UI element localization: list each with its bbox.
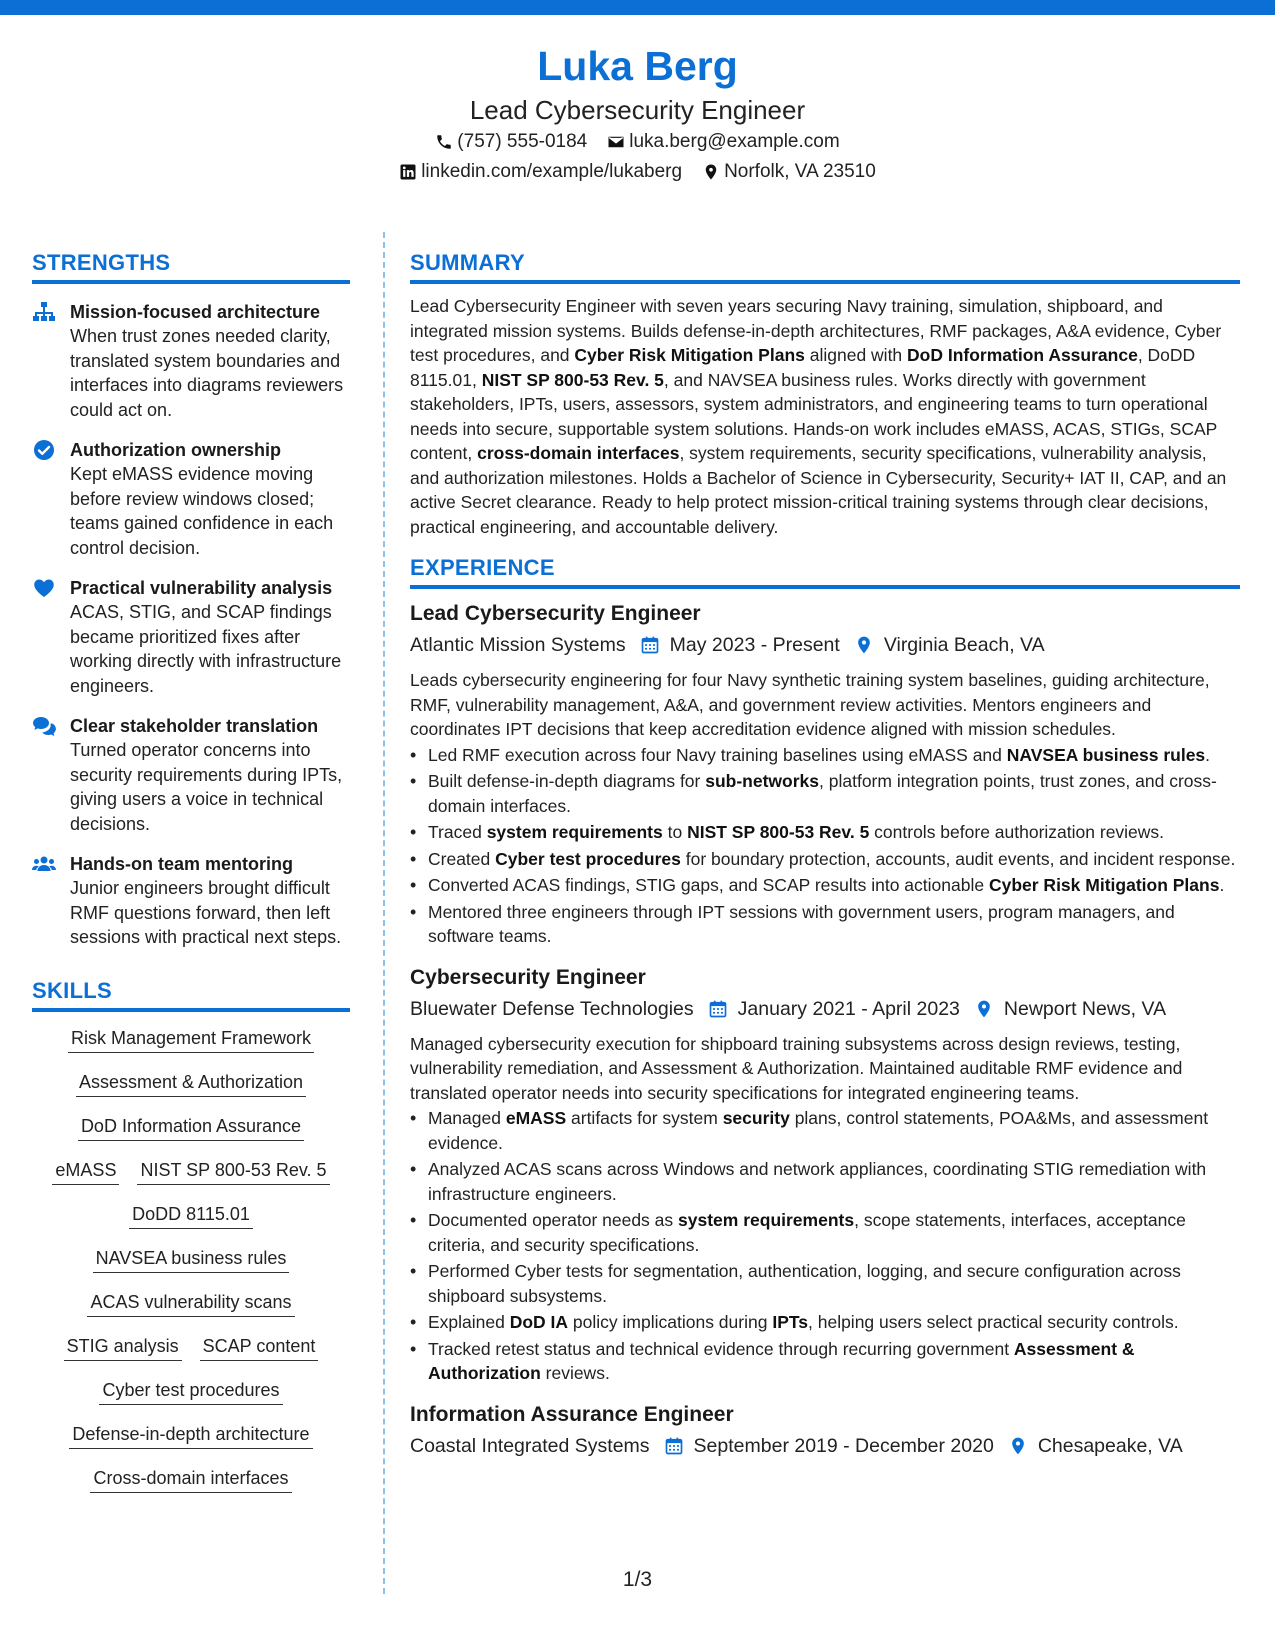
job-location: Virginia Beach, VA: [883, 634, 1045, 656]
job-meta: [410, 630, 1240, 660]
heart-icon: [32, 576, 56, 600]
job-company: Atlantic Mission Systems: [410, 634, 626, 656]
bullet-item: • Created Cyber test procedures for boundary protection, accounts, audit events, and incident response.: [410, 847, 1240, 872]
skill-tag: ACAS vulnerability scans: [87, 1290, 294, 1317]
sitemap-icon: [32, 300, 56, 324]
skill-tag: Assessment & Authorization: [76, 1070, 306, 1097]
contact-row-2: [0, 157, 1275, 187]
emphasis-text: DoD Information Assurance: [907, 345, 1138, 365]
linkedin-contact[interactable]: [399, 157, 682, 187]
skill-tag: DoD Information Assurance: [78, 1114, 304, 1141]
job-dates: September 2019 - December 2020: [693, 1434, 994, 1457]
bullet-item: • Analyzed ACAS scans across Windows and network appliances, coordinating STIG remediation with infrastructure engineers.: [410, 1157, 1240, 1206]
map-pin-icon: [1008, 1436, 1028, 1456]
skill-tag: NAVSEA business rules: [93, 1246, 290, 1273]
skill-row: [129, 1202, 253, 1229]
contact-row-1: [0, 127, 1275, 157]
strength-title: Clear stakeholder translation: [70, 716, 319, 736]
linkedin-icon: [399, 163, 417, 181]
skill-row: [93, 1246, 290, 1273]
strength-desc: Kept eMASS evidence moving before review windows closed; teams gained confidence in each control decision.: [70, 464, 334, 558]
job-dates: January 2021 - April 2023: [737, 997, 960, 1020]
page-number: 1/3: [622, 1568, 653, 1591]
job-entry: [410, 963, 1240, 1386]
job-description: Managed cybersecurity execution for shipboard training subsystems across design reviews, testing, vulnerability remediation, and Assessment & Authorization. Maintained auditable RMF evidence and translated operator needs into security specifications for integrated engineering teams.: [410, 1033, 1183, 1103]
bullet-item: • Managed eMASS artifacts for system security plans, control statements, POA&Ms, and assessment evidence.: [410, 1106, 1240, 1155]
job-description: Leads cybersecurity engineering for four Navy synthetic training system baselines, guiding architecture, RMF, vulnerability management, A&A, and government review activities. Mentors engineers and coordinates IPT decisions that keep accreditation evidence aligned with mission schedules.: [410, 670, 1210, 739]
skill-row: [69, 1422, 312, 1449]
emphasis-text: Cyber test procedures: [495, 848, 681, 869]
strength-item: [32, 300, 350, 422]
email-contact[interactable]: [607, 127, 839, 157]
bullet-item: • Converted ACAS findings, STIG gaps, and SCAP results into actionable Cyber Risk Mitigation Plans.: [410, 873, 1240, 898]
job-dates: May 2023 - Present: [669, 634, 840, 656]
envelope-icon: [607, 133, 625, 151]
emphasis-text: NIST SP 800-53 Rev. 5: [481, 369, 664, 390]
calendar-icon: [664, 1436, 684, 1456]
emphasis-text: NIST SP 800-53 Rev. 5: [687, 822, 870, 842]
skill-row: [68, 1026, 314, 1053]
strength-title: Mission-focused architecture: [70, 302, 321, 322]
location-contact: [702, 157, 876, 187]
top-accent-bar: [0, 0, 1275, 15]
comments-icon: [32, 714, 56, 738]
calendar-icon: [708, 999, 728, 1019]
emphasis-text: eMASS: [505, 1108, 567, 1128]
job-entry: [410, 599, 1240, 949]
skills-heading: SKILLS: [32, 976, 350, 1012]
emphasis-text: Cyber Risk Mitigation Plans: [988, 875, 1220, 895]
skill-tag: Risk Management Framework: [68, 1026, 314, 1053]
job-bullets: [410, 1106, 1240, 1386]
emphasis-text: system requirements: [486, 822, 663, 842]
strength-item: [32, 438, 350, 560]
skill-tag: DoDD 8115.01: [129, 1202, 253, 1229]
job-title: Information Assurance Engineer: [410, 1402, 734, 1426]
skill-tag: Cyber test procedures: [99, 1378, 282, 1405]
bullet-item: • Tracked retest status and technical evidence through recurring government Assessment & Authorization reviews.: [410, 1337, 1240, 1386]
skills-list: [32, 1026, 350, 1510]
skill-row: [76, 1070, 306, 1097]
job-company: Coastal Integrated Systems: [410, 1434, 650, 1457]
job-location: Chesapeake, VA: [1037, 1434, 1183, 1457]
bullet-item: • Built defense-in-depth diagrams for sub-networks, platform integration points, trust zones, and cross-domain interfaces.: [410, 769, 1240, 818]
skill-tag: SCAP content: [200, 1334, 319, 1361]
phone-contact: [435, 127, 587, 157]
strength-item: [32, 852, 350, 950]
emphasis-text: sub-networks: [705, 771, 820, 791]
emphasis-text: system requirements: [678, 1210, 855, 1230]
skill-tag: Defense-in-depth architecture: [69, 1422, 312, 1449]
strength-desc: When trust zones needed clarity, translated system boundaries and interfaces into diagrams reviewers could act on.: [70, 326, 344, 420]
calendar-icon: [640, 635, 660, 655]
strength-desc: ACAS, STIG, and SCAP findings became prioritized fixes after working directly with infrastructure engineers.: [70, 602, 342, 696]
phone-text: (757) 555-0184: [457, 131, 588, 152]
skill-tag: Cross-domain interfaces: [90, 1466, 291, 1493]
skill-row: [99, 1378, 282, 1405]
strength-title: Practical vulnerability analysis: [70, 578, 333, 598]
skill-row: [64, 1334, 319, 1361]
candidate-title: Lead Cybersecurity Engineer: [469, 95, 806, 125]
strength-title: Hands-on team mentoring: [70, 854, 294, 874]
job-title: Lead Cybersecurity Engineer: [410, 602, 701, 625]
bullet-item: • Documented operator needs as system requirements, scope statements, interfaces, acceptance criteria, and security specifications.: [410, 1208, 1240, 1257]
skill-row: [78, 1114, 304, 1141]
check-circle-icon: [32, 438, 56, 462]
bullet-item: • Mentored three engineers through IPT sessions with government users, program managers, and software teams.: [410, 900, 1240, 949]
strength-item: [32, 714, 350, 836]
email-text[interactable]: luka.berg@example.com: [629, 131, 840, 152]
job-location: Newport News, VA: [1003, 997, 1167, 1020]
emphasis-text: Assessment & Authorization: [428, 1338, 1135, 1383]
resume-header: [0, 40, 1275, 187]
left-column: [32, 248, 350, 1510]
emphasis-text: IPTs: [772, 1312, 808, 1332]
skill-tag: STIG analysis: [64, 1334, 182, 1361]
job-entry: [410, 1400, 1240, 1461]
strength-desc: Turned operator concerns into security requirements during IPTs, giving users a voice in technical decisions.: [70, 740, 343, 834]
bullet-item: • Explained DoD IA policy implications during IPTs, helping users select practical security controls.: [410, 1310, 1240, 1335]
location-text: Norfolk, VA 23510: [724, 161, 876, 182]
job-meta: [410, 1431, 1240, 1461]
strength-item: [32, 576, 350, 698]
emphasis-text: NAVSEA business rules: [1006, 744, 1206, 765]
job-bullets: [410, 743, 1240, 949]
bullet-item: • Led RMF execution across four Navy training baselines using eMASS and NAVSEA business rules.: [410, 743, 1240, 768]
skill-row: [52, 1158, 329, 1185]
bullet-item: • Performed Cyber tests for segmentation, authentication, logging, and secure configuration across shipboard subsystems.: [410, 1259, 1240, 1308]
job-meta: [410, 994, 1240, 1024]
summary-text: Lead Cybersecurity Engineer with seven years securing Navy training, simulation, shipboard, and integrated mission systems. Builds defense-in-depth architectures, RMF packages, A&A evidence, Cyber test procedures, and Cyber Risk Mitigation Plans aligned with DoD Information Assurance, DoDD 8115.01, NIST SP 800-53 Rev. 5, and NAVSEA business rules. Works directly with government stakeholders, IPTs, users, assessors, system administrators, and engineering teams to turn operational needs into secure, supportable system solutions. Hands-on work includes eMASS, ACAS, STIGs, SCAP content, cross-domain interfaces, system requirements, security specifications, vulnerability analysis, and authorization milestones. Holds a Bachelor of Science in Cybersecurity, Security+ IAT II, CAP, and an active Secret clearance. Ready to help protect mission-critical training systems through clear decisions, practical engineering, and accountable delivery.: [410, 296, 1227, 537]
job-company: Bluewater Defense Technologies: [410, 997, 694, 1020]
map-pin-icon: [974, 999, 994, 1019]
map-pin-icon: [854, 635, 874, 655]
emphasis-text: DoD IA: [509, 1312, 569, 1332]
linkedin-text[interactable]: linkedin.com/example/lukaberg: [421, 161, 683, 182]
job-title: Cybersecurity Engineer: [410, 965, 646, 989]
skill-tag: eMASS: [52, 1158, 119, 1185]
emphasis-text: cross-domain interfaces: [477, 443, 680, 463]
candidate-name: Luka Berg: [537, 43, 738, 89]
users-icon: [32, 852, 56, 876]
strengths-heading: STRENGTHS: [32, 248, 350, 284]
right-column: [410, 248, 1240, 1461]
phone-icon: [435, 133, 453, 151]
emphasis-text: Cyber Risk Mitigation Plans: [574, 345, 805, 365]
emphasis-text: security: [722, 1108, 790, 1128]
bullet-item: • Traced system requirements to NIST SP 800-53 Rev. 5 controls before authorization reviews.: [410, 820, 1240, 845]
column-divider: [383, 232, 385, 1594]
summary-heading: SUMMARY: [410, 248, 1240, 284]
skill-tag: NIST SP 800-53 Rev. 5: [137, 1158, 329, 1185]
experience-heading: EXPERIENCE: [410, 553, 1240, 589]
map-pin-icon: [702, 163, 720, 181]
skill-row: [87, 1290, 294, 1317]
strength-desc: Junior engineers brought difficult RMF questions forward, then left sessions with practical next steps.: [70, 878, 342, 947]
strength-title: Authorization ownership: [70, 440, 281, 460]
skill-row: [90, 1466, 291, 1493]
